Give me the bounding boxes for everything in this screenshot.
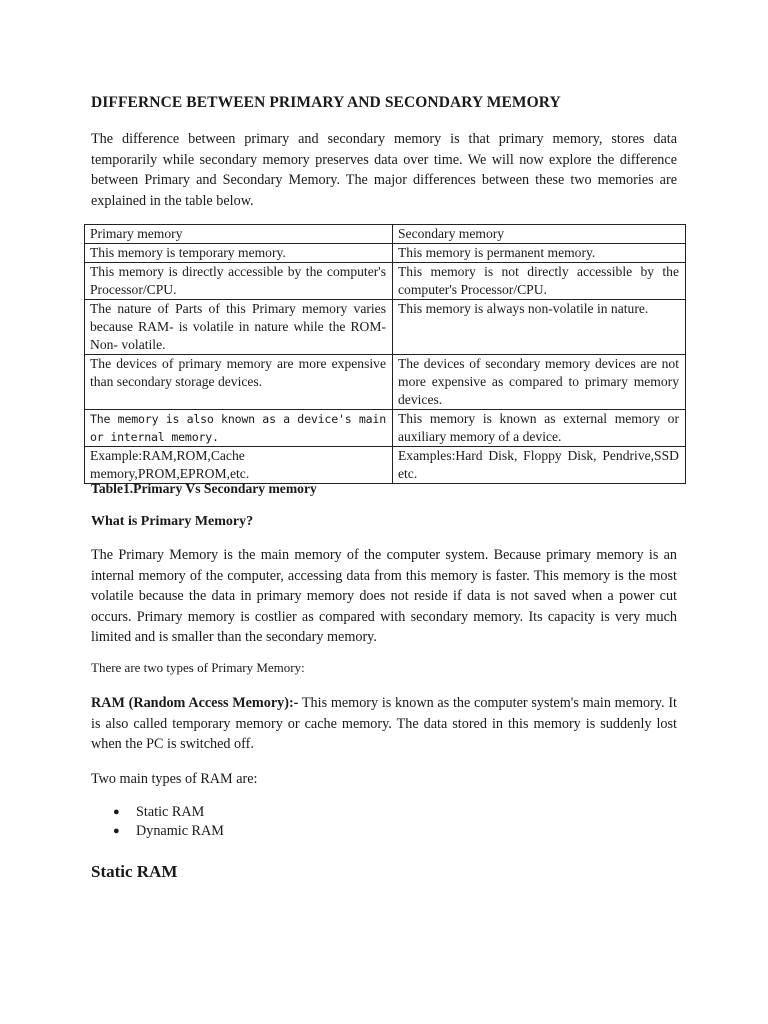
list-item <box>91 822 224 841</box>
static-ram-heading: Static RAM <box>91 862 178 881</box>
table-header-row <box>85 225 686 244</box>
table-header-cell: Primary memory <box>85 225 393 244</box>
table-row <box>85 355 686 410</box>
comparison-table <box>84 224 686 484</box>
table-row <box>85 447 686 484</box>
table-cell <box>85 410 393 447</box>
bullet-icon: ● <box>113 806 120 818</box>
table-row <box>85 263 686 300</box>
ram-types-list <box>91 803 224 841</box>
table-caption: Table1.Primary Vs Secondary memory <box>91 481 317 496</box>
table-cell: Example:RAM,ROM,Cache memory,PROM,EPROM,etc. <box>85 447 393 484</box>
list-item-text: Static RAM <box>136 804 205 820</box>
table-cell: This memory is known as external memory or auxiliary memory of a device. <box>393 410 686 447</box>
table-cell: This memory is permanent memory. <box>393 244 686 263</box>
table-cell: Examples:Hard Disk, Floppy Disk, Pendrive,SSD etc. <box>393 447 686 484</box>
primary-types-intro: There are two types of Primary Memory: <box>91 660 305 675</box>
primary-memory-paragraph: The Primary Memory is the main memory of the computer system. Because primary memory is an internal memory of the computer, accessing data from this memory is faster. This memory is the most volatile because the data in primary memory does not reside if data is not saved when a power cut occurs. Primary memory is costlier as compared with secondary memory. Its capacity is very much limited and is smaller than the secondary memory. <box>91 547 677 646</box>
table-cell-text: The memory is also known as a device's main or internal memory. <box>90 412 386 444</box>
table-row <box>85 410 686 447</box>
table-header-cell: Secondary memory <box>393 225 686 244</box>
document-title: DIFFERNCE BETWEEN PRIMARY AND SECONDARY MEMORY <box>91 94 561 111</box>
table-row <box>85 244 686 263</box>
ram-label: RAM (Random Access Memory):- <box>91 695 299 711</box>
table-cell: This memory is always non-volatile in nature. <box>393 300 686 355</box>
table-cell: This memory is directly accessible by the computer's Processor/CPU. <box>85 263 393 300</box>
table-cell: This memory is not directly accessible by the computer's Processor/CPU. <box>393 263 686 300</box>
table-cell: This memory is temporary memory. <box>85 244 393 263</box>
list-item-text: Dynamic RAM <box>136 823 224 839</box>
ram-paragraph <box>91 693 677 755</box>
table-cell: The devices of secondary memory devices are not more expensive as compared to primary memory devices. <box>393 355 686 410</box>
ram-text: This memory is known as the computer system's main memory. It is also called temporary memory or cache memory. The data stored in this memory is suddenly lost when the PC is switched off. <box>91 695 677 753</box>
table-cell: The devices of primary memory are more expensive than secondary storage devices. <box>85 355 393 410</box>
primary-memory-heading: What is Primary Memory? <box>91 514 254 529</box>
table-row <box>85 300 686 355</box>
list-item <box>91 803 224 822</box>
bullet-icon: ● <box>113 825 120 837</box>
intro-paragraph: The difference between primary and secondary memory is that primary memory, stores data temporarily while secondary memory preserves data over time. We will now explore the difference between Primary and Secondary Memory. The major differences between these two memories are explained in the table below. <box>91 131 677 209</box>
ram-types-intro: Two main types of RAM are: <box>91 771 258 787</box>
table-cell: The nature of Parts of this Primary memory varies because RAM- is volatile in nature while the ROM- Non- volatile. <box>85 300 393 355</box>
